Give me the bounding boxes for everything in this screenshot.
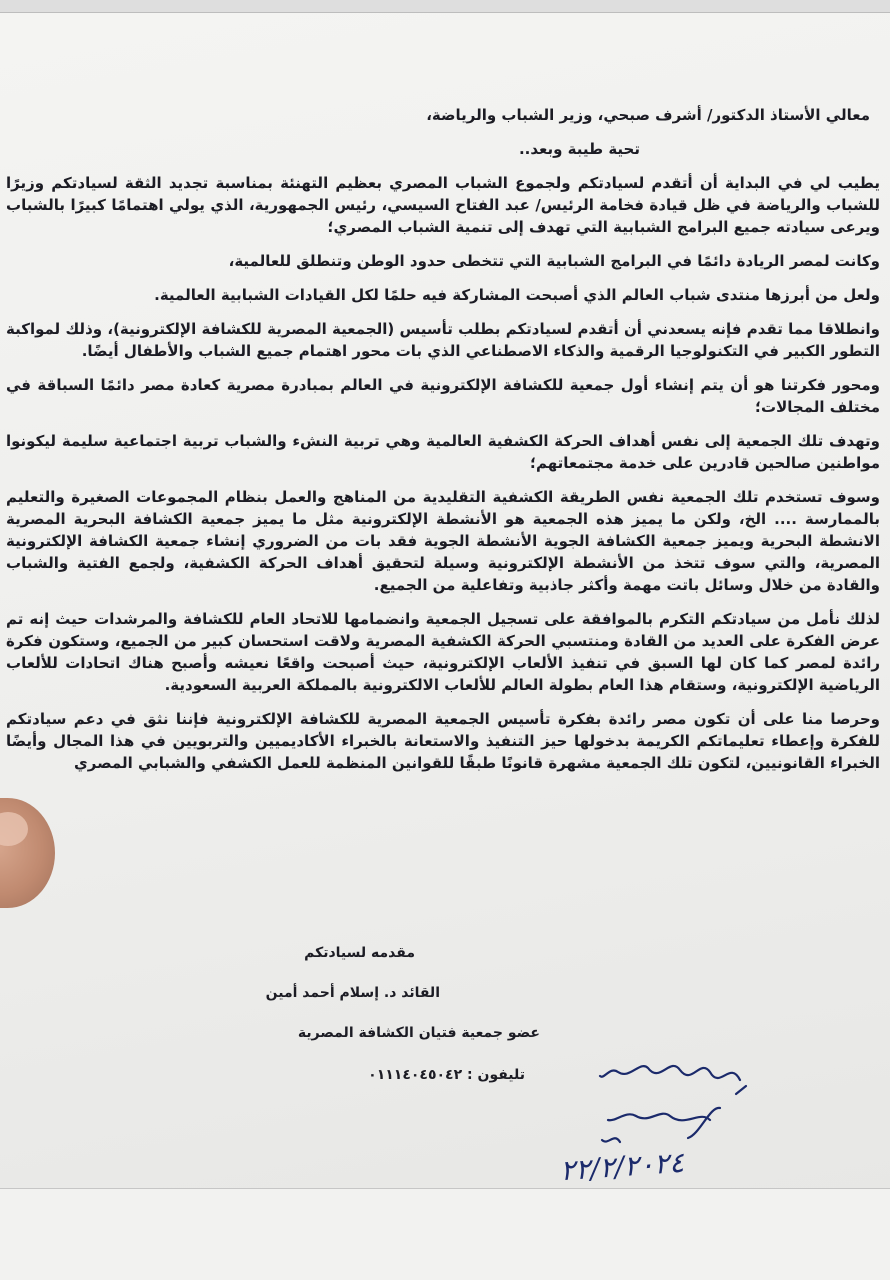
paragraph-congratulations: يطيب لي في البداية أن أتقدم لسيادتكم ولجموع الشباب المصري بعظيم التهنئة بمناسبة تجديد الثقة لسيادتكم وزيرًا للشباب والرياضة في ظل قيادة فخامة الرئيس/ عبد الفتاح السيسي، رئيس الجمهورية، الذي يولي اهتمامًا كبيرًا بالشباب ويرعى سيادته جميع البرامج الشبابية التي تهدف إلى تنمية الشباب المصري؛	[6, 174, 880, 236]
letter-body	[6, 100, 880, 774]
phone-label: تليفون :	[467, 1067, 525, 1083]
paragraph-leadership: وكانت لمصر الريادة دائمًا في البرامج الشبابية التي تتخطى حدود الوطن وتنطلق للعالمية،	[228, 252, 880, 270]
table-surface	[0, 1188, 890, 1280]
paragraph-idea: ومحور فكرتنا هو أن يتم إنشاء أول جمعية للكشافة الإلكترونية في العالم بمبادرة مصرية كعادة مصر دائمًا السباقة في مختلف المجالات؛	[6, 376, 880, 416]
presented-by: مقدمه لسيادتكم	[304, 945, 415, 961]
handwritten-date: ٢٢/٢/٢٠٢٤	[559, 1145, 686, 1188]
paragraph-method: وسوف تستخدم تلك الجمعية نفس الطريقة الكشفية التقليدية من المناهج والعمل بنظام المجموعات الصغيرة والتعليم بالممارسة .... الخ، ولكن ما يميز هذه الجمعية هو الأنشطة الإلكترونية مثل ما يميز جمعية الكشافة البحرية المصرية الانشطة البحرية ويميز جمعية الكشافة الجوية الأنشطة الجوية فقد بات من الضروري إنشاء جمعية الكشافة الإلكترونية المصرية، والتي سوف تتخذ من الأنشطة الإلكترونية وسيلة لتحقيق أهداف الحركة الكشفية، ولجمع الفتية والشباب والقادة من خلال وسائل باتت مهمة وأكثر جاذبية وتفاعلية من الجميع.	[6, 488, 880, 594]
paragraph-world-youth-forum: ولعل من أبرزها منتدى شباب العالم الذي أصبحت المشاركة فيه حلمًا لكل القيادات الشبابية العالمية.	[154, 286, 880, 304]
paragraph-approval-request: لذلك نأمل من سيادتكم التكرم بالموافقة على تسجيل الجمعية وانضمامها للاتحاد العام للكشافة والمرشدات حيث إنه تم عرض الفكرة على العديد من القادة ومنتسبي الحركة الكشفية المصرية ولاقت استحسان كبير من الجميع، وستكون فكرة رائدة لمصر كما كان لها السبق في تنفيذ الألعاب الإلكترونية، حيث أصبحت واقعًا نعيشه وأصبح هناك اتحادات للألعاب الرياضية الإلكترونية، وستقام هذا العام بطولة العالم للألعاب الالكترونية بالمملكة العربية السعودية.	[6, 610, 880, 694]
phone-number: ٠١١١٤٠٤٥٠٤٢	[368, 1067, 463, 1083]
paragraph-closing: وحرصا منا على أن تكون مصر رائدة بفكرة تأسيس الجمعية المصرية للكشافة الإلكترونية فإننا نثق في دعم سيادتكم للفكرة وإعطاء تعليماتكم الكريمة بدخولها حيز التنفيذ والاستعانة بالخبراء الأكاديميين والتربويين في هذا المجال وأيضًا الخبراء القانونيين، لتكون تلك الجمعية مشهرة قانونًا طبقًا للقوانين المنظمة للعمل الكشفي والشبابي المصري	[6, 710, 880, 772]
paragraph-goals: وتهدف تلك الجمعية إلى نفس أهداف الحركة الكشفية العالمية وهي تربية النشء والشباب تربية اجتماعية سليمة ليكونوا مواطنين صالحين قادرين على خدمة مجتمعاتهم؛	[6, 432, 880, 472]
paper-top-edge	[0, 0, 890, 13]
paragraph-request: وانطلاقا مما تقدم فإنه يسعدني أن أتقدم لسيادتكم بطلب تأسيس (الجمعية المصرية للكشافة الإلكترونية)، وذلك لمواكبة التطور الكبير في التكنولوجيا الرقمية والذكاء الاصطناعي الذي بات محور اهتمام جميع الشباب والأطفال أيضًا.	[6, 320, 880, 360]
sender-phone	[368, 1067, 525, 1083]
letter-salutation: معالي الأستاذ الدكتور/ أشرف صبحي، وزير الشباب والرياضة،	[426, 106, 870, 124]
sender-title: عضو جمعية فتيان الكشافة المصرية	[297, 1025, 540, 1041]
letter-greeting: تحية طيبة وبعد..	[518, 140, 640, 158]
sender-name: القائد د. إسلام أحمد أمين	[265, 985, 440, 1001]
